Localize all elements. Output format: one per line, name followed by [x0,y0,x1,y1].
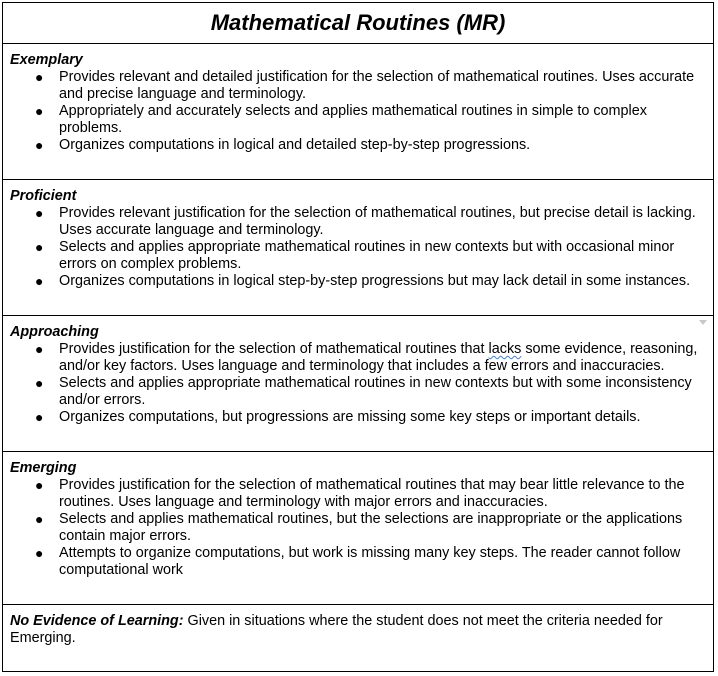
criteria-item[interactable] [3,409,705,426]
criteria-item[interactable] [3,137,705,154]
level-heading-proficient[interactable]: Proficient [10,188,77,204]
bullet-icon: ● [35,341,44,357]
criteria-item[interactable] [3,477,705,511]
spellcheck-flagged-word[interactable]: lacks [488,341,522,357]
criteria-list-proficient [3,205,713,290]
level-cell-proficient [3,180,714,316]
bullet-icon: ● [35,103,44,119]
criteria-text: Selects and applies appropriate mathematical routines in new contexts but with some inconsistency and/or errors. [59,375,692,408]
criteria-item[interactable] [3,341,705,375]
criteria-text: Organizes computations in logical and detailed step-by-step progressions. [59,137,531,153]
rubric-title[interactable]: Mathematical Routines (MR) [210,10,506,35]
bullet-icon: ● [35,273,44,289]
criteria-item[interactable] [3,273,705,290]
criteria-text: Selects and applies appropriate mathematical routines in new contexts but with occasional minor errors on complex problems. [59,239,675,272]
bullet-icon: ● [35,477,44,493]
bullet-icon: ● [35,409,44,425]
criteria-text: Provides relevant and detailed justification for the selection of mathematical routines. Uses accurate and precise language and terminology. [59,69,695,102]
criteria-text: Appropriately and accurately selects and applies mathematical routines in simple to complex problems. [59,103,647,136]
title-cell [3,3,714,44]
bullet-icon: ● [35,545,44,561]
dropdown-arrow-icon[interactable] [699,320,707,325]
criteria-item[interactable] [3,375,705,409]
criteria-text: Selects and applies mathematical routines, but the selections are inappropriate or the applications contain major errors. [59,511,683,544]
no-evidence-text: Given in situations where the student does not meet the criteria needed for Emerging. [10,613,663,646]
level-cell-emerging [3,452,714,605]
criteria-text: Attempts to organize computations, but work is missing many key steps. The reader cannot follow computational work [59,545,681,578]
bullet-icon: ● [35,69,44,85]
criteria-text: Provides relevant justification for the selection of mathematical routines, but precise detail is lacking. Uses accurate language and terminology. [59,205,696,238]
criteria-item[interactable] [3,511,705,545]
criteria-item[interactable] [3,103,705,137]
rubric-table [2,2,714,672]
level-cell-exemplary [3,44,714,180]
bullet-icon: ● [35,137,44,153]
bullet-icon: ● [35,375,44,391]
criteria-item[interactable] [3,545,705,579]
bullet-icon: ● [35,511,44,527]
criteria-text-after: some evidence, reasoning, and/or key factors. Uses language and terminology that includes a few errors and inaccuracies. [59,341,698,374]
criteria-item[interactable] [3,205,705,239]
criteria-text-before: Provides justification for the selection of mathematical routines that [59,341,489,357]
level-cell-approaching [3,316,714,452]
bullet-icon: ● [35,205,44,221]
no-evidence-label: No Evidence of Learning: [10,613,184,629]
criteria-text: Provides justification for the selection of mathematical routines that may bear little relevance to the routines. Uses language and terminology with major errors and inaccuracies. [59,477,685,510]
level-heading-emerging[interactable]: Emerging [10,460,77,476]
criteria-list-exemplary [3,69,713,154]
level-heading-approaching[interactable]: Approaching [10,324,99,340]
level-cell-no-evidence [3,605,714,672]
bullet-icon: ● [35,239,44,255]
criteria-text: Organizes computations in logical step-by-step progressions but may lack detail in some instances. [59,273,691,289]
no-evidence-paragraph[interactable] [3,605,713,647]
criteria-list-approaching [3,341,713,426]
criteria-item[interactable] [3,239,705,273]
criteria-item[interactable] [3,69,705,103]
criteria-list-emerging [3,477,713,579]
level-heading-exemplary[interactable]: Exemplary [10,52,83,68]
criteria-text: Organizes computations, but progressions are missing some key steps or important details. [59,409,641,425]
